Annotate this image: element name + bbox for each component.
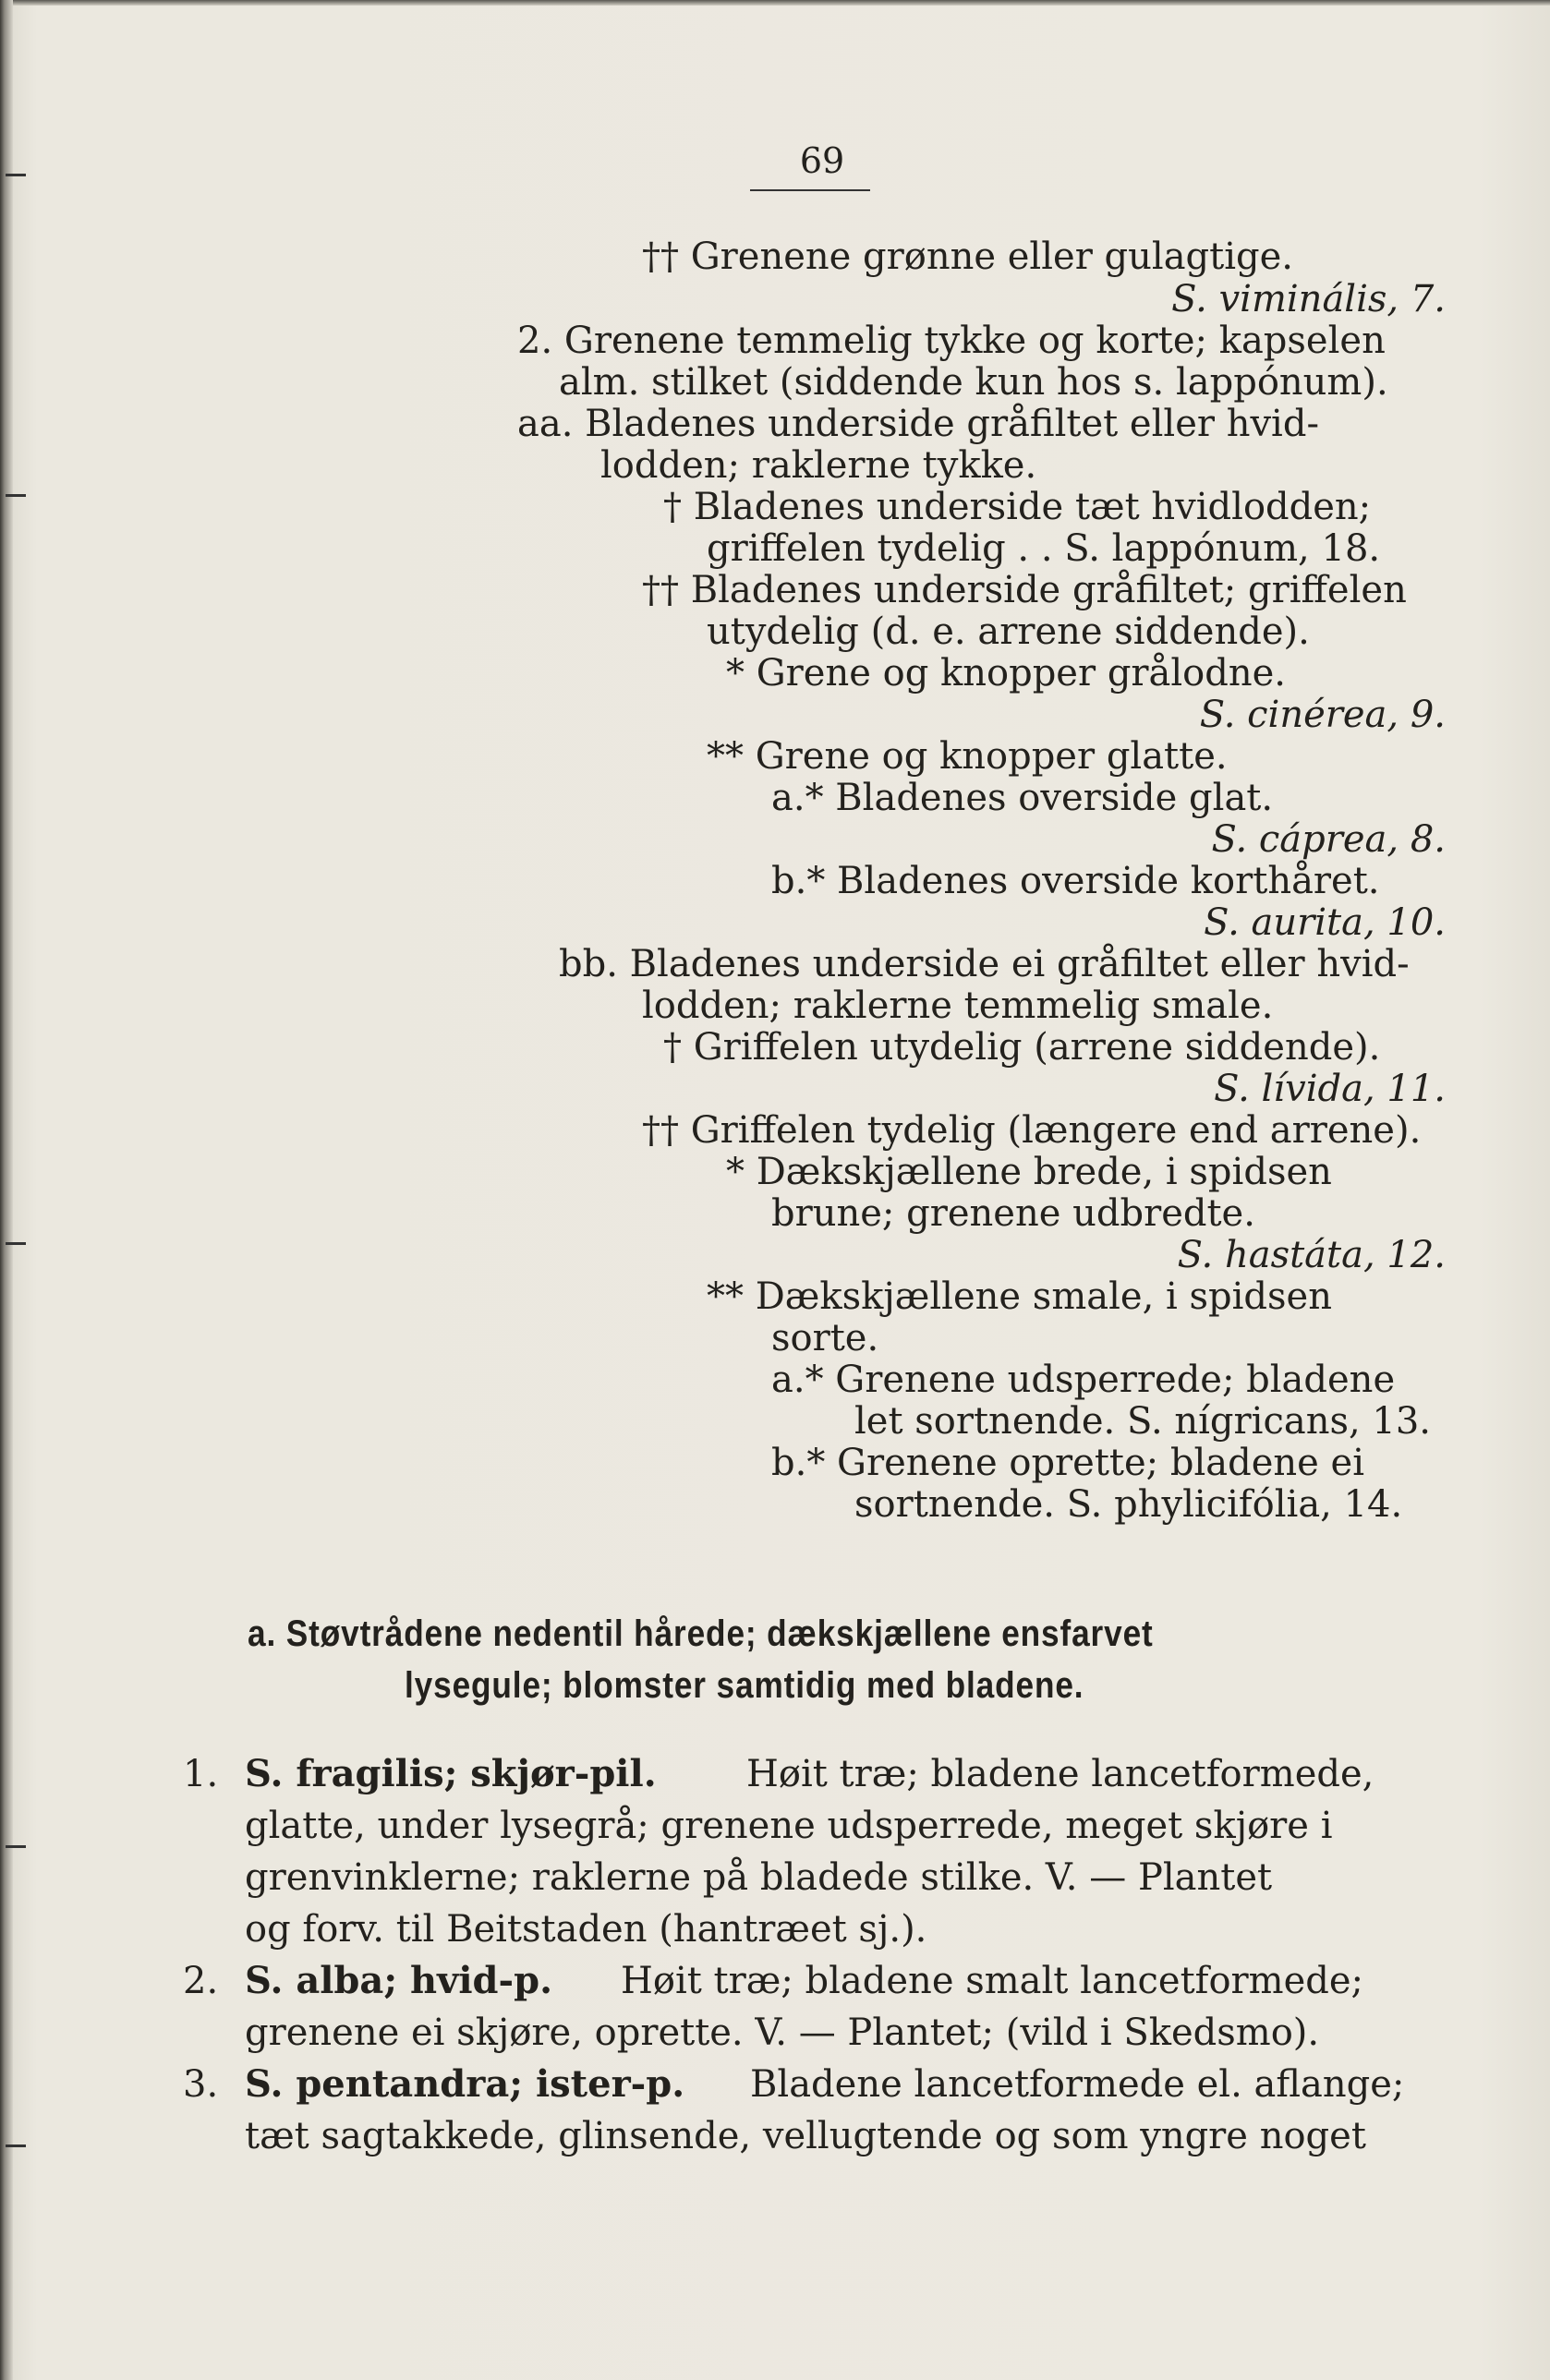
key-line: S. cáprea, 8. bbox=[1211, 818, 1446, 861]
key-line: brune; grenene udbredte. bbox=[771, 1192, 1255, 1235]
binding-mark bbox=[6, 1845, 26, 1848]
key-line: a.* Grenene udsperrede; bladene bbox=[771, 1359, 1396, 1401]
key-line: lodden; raklerne tykke. bbox=[600, 444, 1037, 487]
key-line: S. hastáta, 12. bbox=[1177, 1234, 1446, 1276]
page-number-rule bbox=[750, 189, 870, 191]
species-number: 3. bbox=[183, 2063, 219, 2106]
binding-mark bbox=[6, 174, 26, 176]
page-left-edge bbox=[0, 0, 13, 2380]
binding-mark bbox=[6, 2144, 26, 2147]
key-line: b.* Grenene oprette; bladene ei bbox=[771, 1442, 1364, 1484]
key-line: bb. Bladenes underside ei gråfiltet eller hvid- bbox=[559, 943, 1410, 985]
key-line: † Griffelen utydelig (arrene siddende). bbox=[663, 1026, 1381, 1069]
key-line: †† Griffelen tydelig (længere end arrene). bbox=[642, 1109, 1422, 1152]
species-text: tæt sagtakkede, glinsende, vellugtende og som yngre noget bbox=[245, 2115, 1366, 2157]
key-line: sorte. bbox=[771, 1317, 879, 1359]
key-line: †† Bladenes underside gråfiltet; griffelen bbox=[642, 569, 1407, 611]
section-heading: lysegule; blomster samtidig med bladene. bbox=[405, 1665, 1084, 1706]
key-line: a.* Bladenes overside glat. bbox=[771, 777, 1274, 819]
page-top-edge bbox=[0, 0, 1550, 6]
species-name: S. pentandra; ister-p. bbox=[245, 2062, 685, 2106]
key-line: S. aurita, 10. bbox=[1204, 901, 1446, 944]
binding-mark bbox=[6, 494, 26, 497]
key-line: S. cinérea, 9. bbox=[1199, 694, 1446, 736]
species-name: S. alba; hvid-p. bbox=[245, 1959, 552, 2002]
key-line: * Grene og knopper grålodne. bbox=[726, 652, 1287, 695]
key-line: S. viminális, 7. bbox=[1171, 278, 1446, 320]
species-number: 2. bbox=[183, 1960, 219, 2002]
species-text: grenvinklerne; raklerne på bladede stilke. V. — Plantet bbox=[245, 1856, 1273, 1899]
species-text: grenene ei skjøre, oprette. V. — Plantet; (vild i Skedsmo). bbox=[245, 2012, 1320, 2054]
binding-mark bbox=[6, 1242, 26, 1245]
species-text: Høit træ; bladene smalt lancetformede; bbox=[621, 1960, 1364, 2002]
key-line: alm. stilket (siddende kun hos s. lappónum). bbox=[559, 361, 1388, 404]
species-name: S. fragilis; skjør-pil. bbox=[245, 1752, 657, 1795]
key-line: * Dækskjællene brede, i spidsen bbox=[726, 1151, 1332, 1193]
key-line: let sortnende. S. nígricans, 13. bbox=[854, 1400, 1432, 1443]
species-text: glatte, under lysegrå; grenene udsperrede, meget skjøre i bbox=[245, 1805, 1333, 1847]
species-text: Høit træ; bladene lancetformede, bbox=[746, 1753, 1374, 1795]
key-line: aa. Bladenes underside gråfiltet eller hvid- bbox=[517, 403, 1319, 445]
key-line: ** Dækskjællene smale, i spidsen bbox=[707, 1275, 1332, 1318]
section-heading: a. Støvtrådene nedentil hårede; dækskjællene ensfarvet bbox=[248, 1613, 1154, 1654]
key-line: S. lívida, 11. bbox=[1214, 1068, 1446, 1110]
key-line: †† Grenene grønne eller gulagtige. bbox=[642, 236, 1293, 278]
species-text: og forv. til Beitstaden (hantræet sj.). bbox=[245, 1908, 927, 1951]
species-number: 1. bbox=[183, 1753, 219, 1795]
key-line: utydelig (d. e. arrene siddende). bbox=[707, 610, 1310, 653]
key-line: 2. Grenene temmelig tykke og korte; kapselen bbox=[517, 320, 1386, 362]
key-line: † Bladenes underside tæt hvidlodden; bbox=[663, 486, 1372, 528]
key-line: griffelen tydelig . . S. lappónum, 18. bbox=[707, 527, 1381, 570]
key-line: ** Grene og knopper glatte. bbox=[707, 735, 1228, 778]
species-text: Bladene lancetformede el. aflange; bbox=[750, 2063, 1405, 2106]
key-line: sortnende. S. phylicifólia, 14. bbox=[854, 1483, 1403, 1526]
page-number: 69 bbox=[799, 140, 845, 181]
key-line: lodden; raklerne temmelig smale. bbox=[642, 985, 1274, 1027]
key-line: b.* Bladenes overside korthåret. bbox=[771, 860, 1380, 902]
